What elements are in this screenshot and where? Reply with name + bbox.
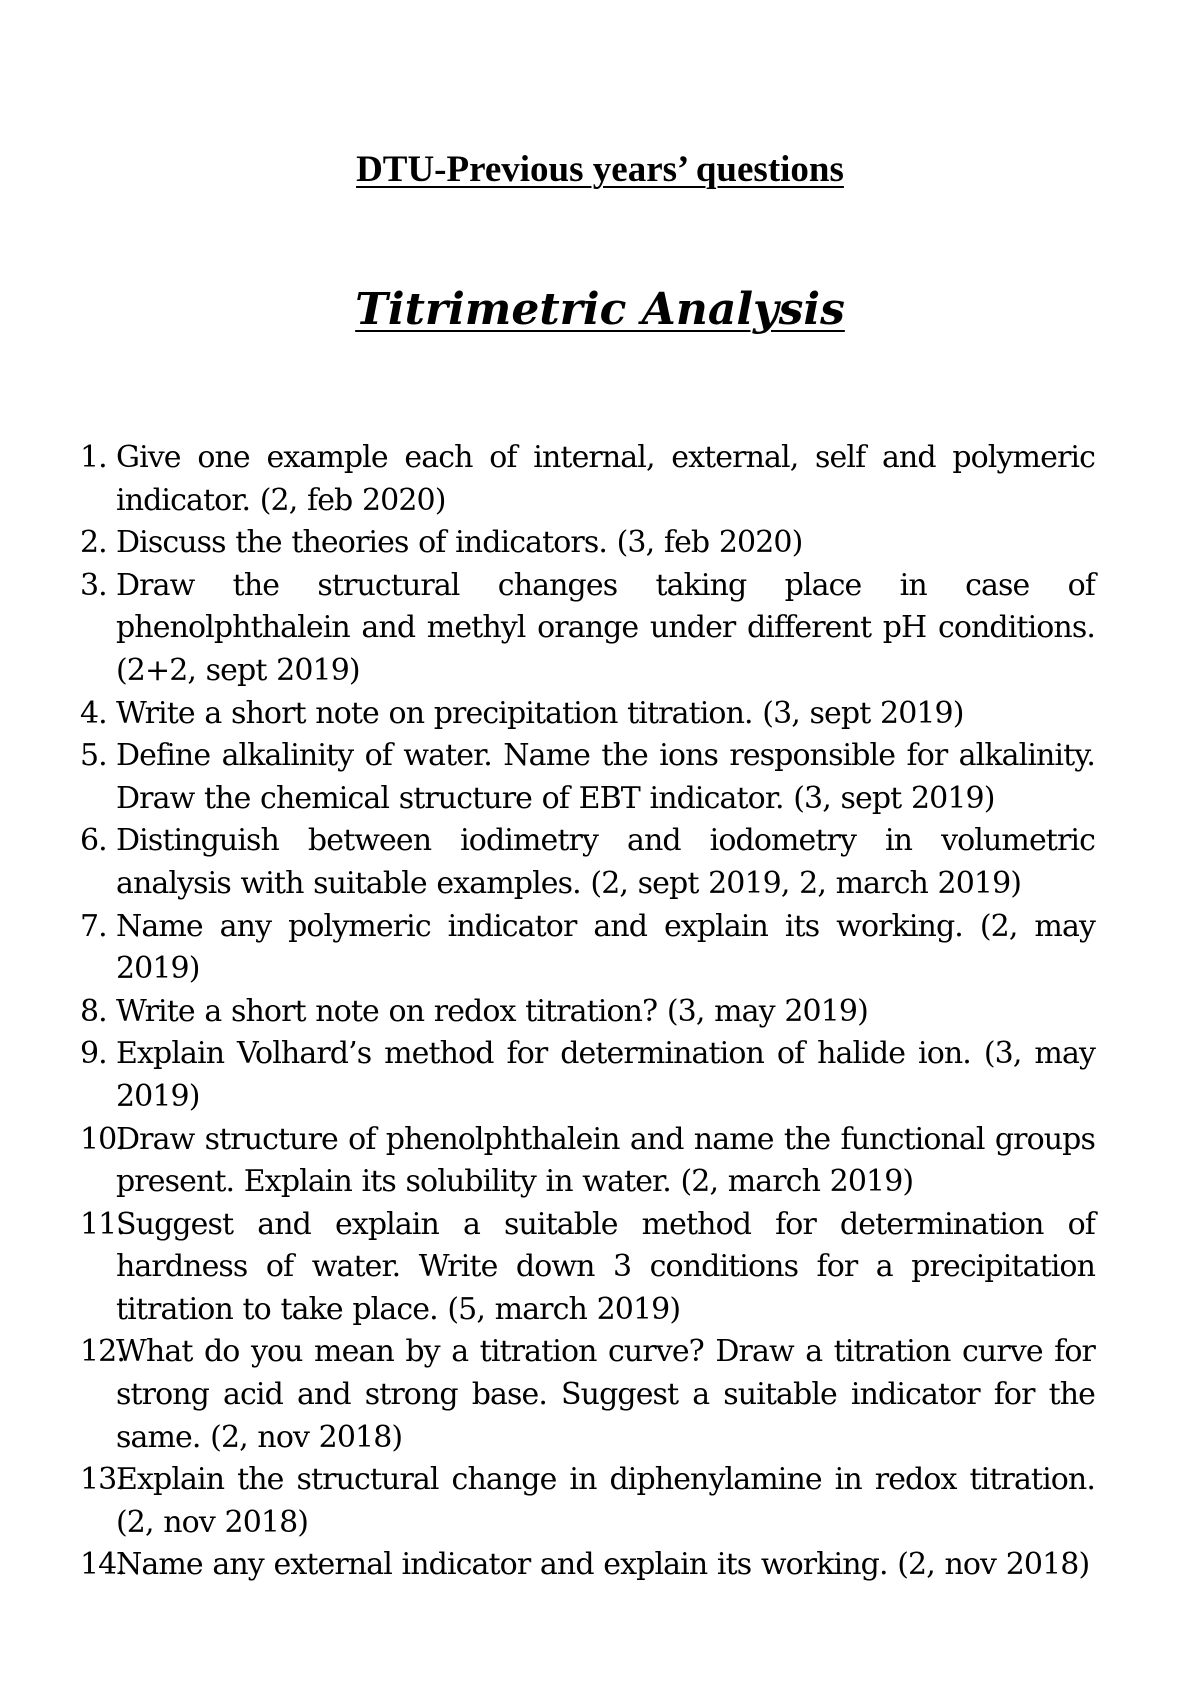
question-text: Suggest and explain a suitable method for determination of hardness of water. Write down 3 conditions for a precipitation titration to take place. (5, march 2019) [116, 1206, 1095, 1327]
question-text: Distinguish between iodimetry and iodometry in volumetric analysis with suitable examples. (2, sept 2019, 2, march 2019) [116, 823, 1095, 901]
document-subtitle: Titrimetric Analysis [355, 284, 845, 335]
question-item [80, 1459, 1095, 1544]
question-item [80, 565, 1095, 693]
question-number: 9. [80, 1036, 107, 1072]
question-text: Name any external indicator and explain its working. (2, nov 2018) [116, 1547, 1090, 1583]
question-number: 1. [80, 440, 107, 475]
question-item [80, 735, 1095, 820]
question-number: 11. [80, 1206, 126, 1242]
question-number: 5. [80, 738, 107, 774]
question-text: Discuss the theories of indicators. (3, feb 2020) [116, 525, 803, 561]
question-item [80, 522, 1095, 565]
question-item [80, 991, 1095, 1034]
question-number: 14. [80, 1547, 126, 1583]
question-item [80, 906, 1095, 991]
question-text: Explain Volhard’s method for determination of halide ion. (3, may 2019) [116, 1036, 1095, 1114]
question-text: Define alkalinity of water. Name the ions responsible for alkalinity. Draw the chemical structure of EBT indicator. (3, sept 2019) [116, 738, 1095, 816]
question-text: Write a short note on precipitation titration. (3, sept 2019) [116, 695, 964, 731]
question-number: 12. [80, 1334, 126, 1370]
question-number: 10. [80, 1121, 126, 1157]
question-item [80, 1119, 1095, 1204]
question-item [80, 437, 1095, 522]
question-number: 2. [80, 525, 107, 561]
question-number: 3. [80, 567, 107, 603]
question-text: Name any polymeric indicator and explain its working. (2, may 2019) [116, 908, 1095, 987]
question-number: 8. [80, 993, 107, 1029]
question-item [80, 1204, 1095, 1332]
question-item [80, 1331, 1095, 1459]
question-number: 13. [80, 1462, 126, 1498]
question-text: Draw structure of phenolphthalein and name the functional groups present. Explain its solubility in water. (2, march 2019) [116, 1121, 1095, 1200]
question-text: Draw the structural changes taking place in case of phenolphthalein and methyl orange under different pH conditions. (2+2, sept 2019) [116, 567, 1095, 688]
question-item [80, 820, 1095, 905]
question-text: What do you mean by a titration curve? Draw a titration curve for strong acid and strong base. Suggest a suitable indicator for the same. (2, nov 2018) [116, 1334, 1095, 1455]
document-title: DTU-Previous years’ questions [356, 149, 844, 190]
question-text: Write a short note on redox titration? (3, may 2019) [116, 993, 868, 1029]
question-number: 7. [80, 908, 107, 944]
question-number: 6. [80, 823, 107, 859]
question-item [80, 693, 1095, 736]
question-list [80, 437, 1095, 1587]
question-number: 4. [80, 695, 107, 731]
question-text: Give one example each of internal, external, self and polymeric indicator. (2, feb 2020) [116, 440, 1095, 518]
question-item [80, 1033, 1095, 1118]
question-item [80, 1544, 1095, 1587]
question-text: Explain the structural change in diphenylamine in redox titration. (2, nov 2018) [116, 1462, 1095, 1540]
